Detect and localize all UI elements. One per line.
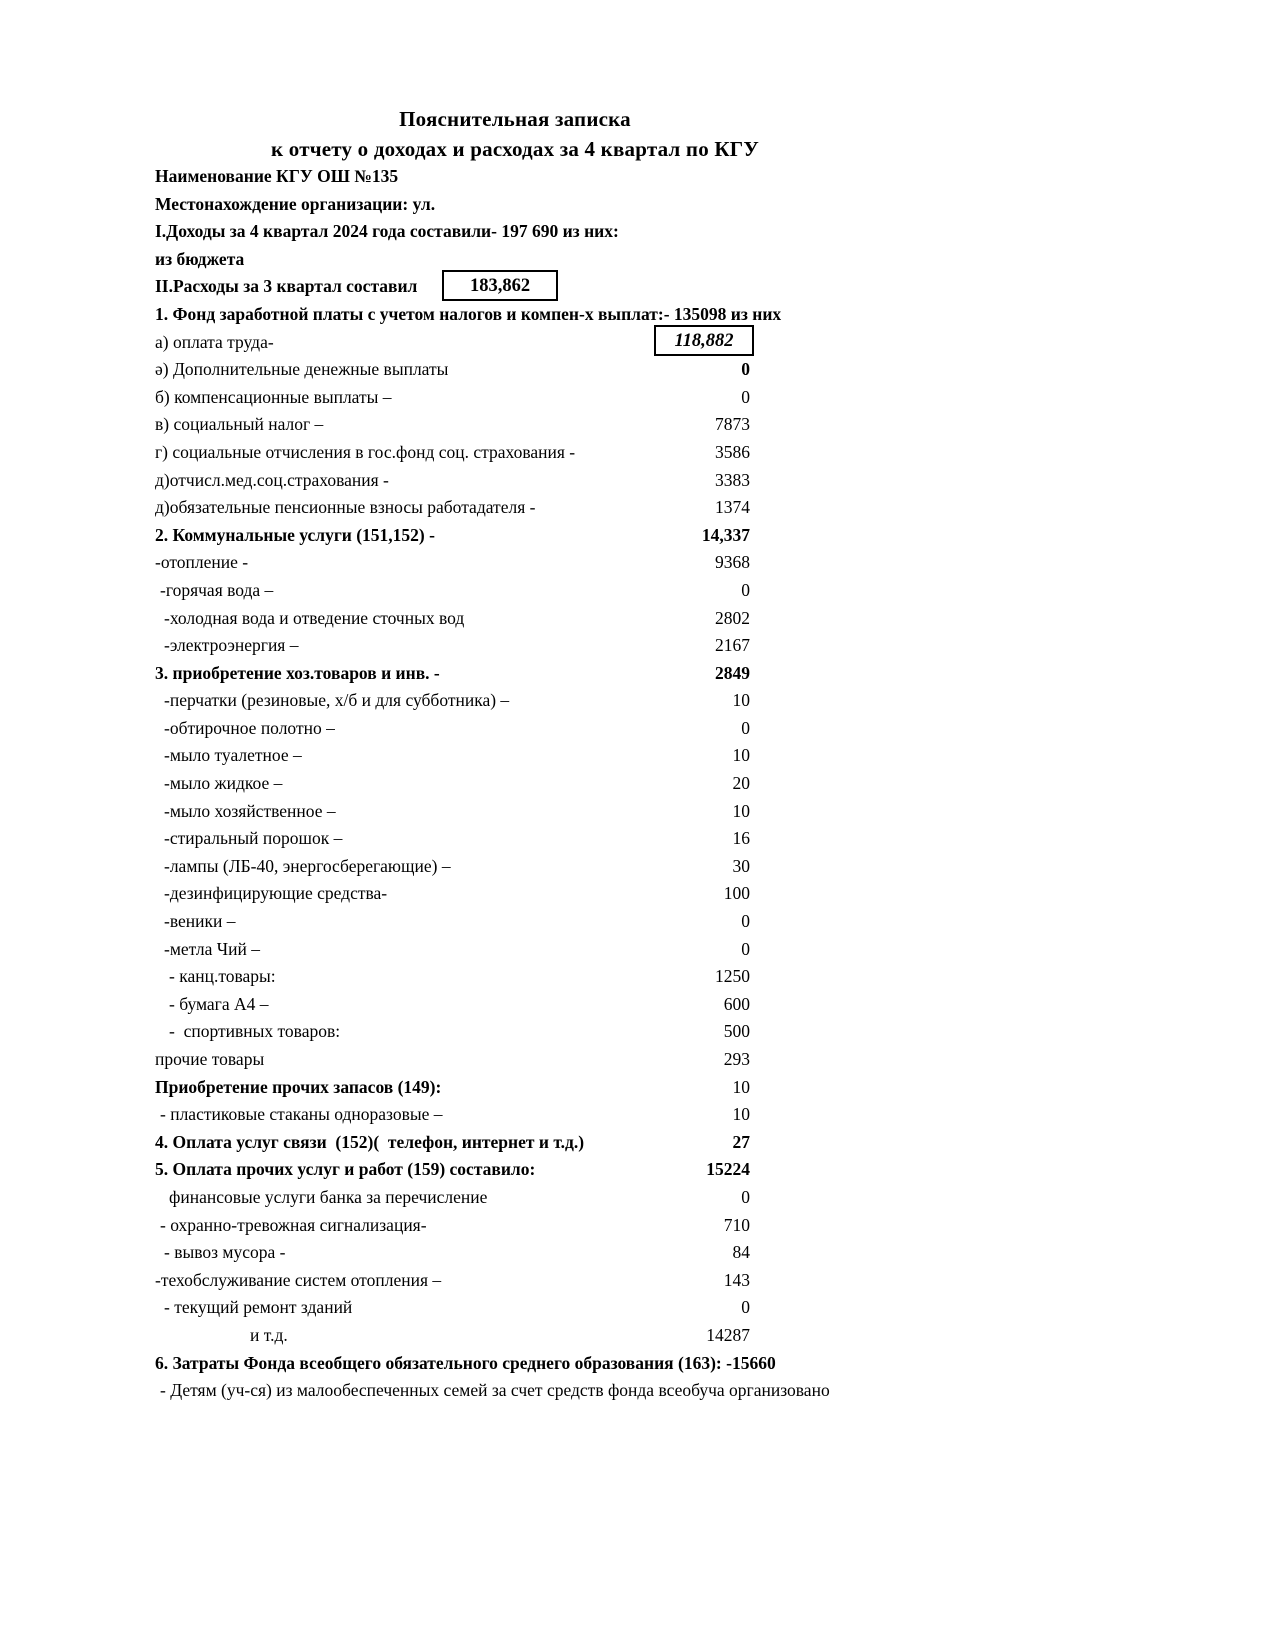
report-row bbox=[155, 798, 1035, 826]
report-row-value: 1250 bbox=[715, 966, 750, 987]
report-row-value: 0 bbox=[741, 938, 750, 959]
report-row bbox=[155, 356, 1035, 384]
report-row bbox=[155, 218, 1035, 246]
report-row bbox=[155, 411, 1035, 439]
report-row-label: б) компенсационные выплаты – bbox=[155, 386, 392, 407]
report-row-value: 1374 bbox=[715, 497, 750, 518]
report-row-value: 30 bbox=[732, 855, 750, 876]
report-row-value: 10 bbox=[732, 690, 750, 711]
report-row-value: 84 bbox=[732, 1242, 750, 1263]
report-row bbox=[155, 660, 1035, 688]
report-row-value: 14,337 bbox=[701, 524, 750, 545]
report-row-label: а) оплата труда- bbox=[155, 331, 274, 352]
page-title: Пояснительная записка bbox=[399, 107, 631, 131]
report-row-label: -мыло хозяйственное – bbox=[164, 800, 336, 821]
report-row bbox=[155, 273, 1035, 301]
report-row-value: 10 bbox=[732, 1076, 750, 1097]
report-row-label: -перчатки (резиновые, х/б и для субботника) – bbox=[164, 690, 510, 711]
report-row bbox=[155, 825, 1035, 853]
report-row-value: 2802 bbox=[715, 607, 750, 628]
report-row-value: 500 bbox=[723, 1021, 750, 1042]
report-row-label: 6. Затраты Фонда всеобщего обязательного среднего образования (163): -15660 bbox=[155, 1352, 776, 1373]
report-row-value: 0 bbox=[741, 579, 750, 600]
report-row bbox=[155, 522, 1035, 550]
report-row-value: 0 bbox=[741, 359, 750, 380]
report-row-value: 0 bbox=[741, 1186, 750, 1207]
report-row-label: - спортивных товаров: bbox=[169, 1021, 341, 1042]
report-row-label: -холодная вода и отведение сточных вод bbox=[164, 607, 465, 628]
report-row bbox=[155, 1212, 1035, 1240]
report-row bbox=[155, 908, 1035, 936]
report-row bbox=[155, 163, 1035, 191]
report-row-label: г) социальные отчисления в гос.фонд соц. страхования - bbox=[155, 441, 576, 462]
report-row-label: -обтирочное полотно – bbox=[164, 717, 335, 738]
report-row-value: 293 bbox=[723, 1049, 750, 1069]
report-row bbox=[155, 384, 1035, 412]
report-row bbox=[155, 577, 1035, 605]
report-row bbox=[155, 329, 1035, 357]
report-row bbox=[155, 605, 1035, 633]
report-row-value: 10 bbox=[732, 745, 750, 766]
report-row bbox=[155, 1294, 1035, 1322]
report-row-label: -техобслуживание систем отопления – bbox=[155, 1269, 442, 1290]
report-row-value: 710 bbox=[723, 1214, 750, 1235]
report-row-label: Наименование КГУ ОШ №135 bbox=[155, 166, 399, 186]
report-row-value: 600 bbox=[723, 993, 750, 1014]
report-row-label: из бюджета bbox=[155, 248, 245, 269]
report-row-label: ә) Дополнительные денежные выплаты bbox=[155, 359, 449, 380]
report-row bbox=[155, 1018, 1035, 1046]
report-row-label: -электроэнергия – bbox=[164, 635, 299, 656]
report-row-label: - канц.товары: bbox=[169, 966, 276, 987]
report-row-label: - охранно-тревожная сигнализация- bbox=[160, 1214, 427, 1235]
report-row-label: - бумага А4 – bbox=[169, 993, 269, 1014]
report-row-label: - вывоз мусора - bbox=[164, 1242, 286, 1263]
report-row-value: 27 bbox=[732, 1131, 750, 1152]
report-row-label: 4. Оплата услуг связи (152)( телефон, интернет и т.д.) bbox=[155, 1131, 585, 1152]
report-row-value: 2167 bbox=[715, 635, 750, 656]
report-row bbox=[155, 191, 1035, 219]
report-row-value: 0 bbox=[741, 717, 750, 738]
report-row bbox=[155, 1184, 1035, 1212]
report-row-value: 2849 bbox=[715, 662, 750, 683]
report-row-label: I.Доходы за 4 квартал 2024 года составили- 197 690 из них: bbox=[155, 221, 619, 242]
report-row bbox=[155, 467, 1035, 495]
report-row-label: -мыло жидкое – bbox=[164, 773, 283, 794]
report-row-label: в) социальный налог – bbox=[155, 414, 324, 435]
report-row bbox=[155, 880, 1035, 908]
report-row bbox=[155, 991, 1035, 1019]
report-row bbox=[155, 1156, 1035, 1184]
report-row bbox=[155, 301, 1035, 329]
report-row-label: Приобретение прочих запасов (149): bbox=[155, 1076, 442, 1097]
report-row bbox=[155, 1046, 1035, 1074]
report-row-value: 9368 bbox=[715, 552, 750, 573]
report-row bbox=[155, 246, 1035, 274]
report-row bbox=[155, 770, 1035, 798]
report-row-label: д)отчисл.мед.соц.страхования - bbox=[155, 469, 389, 490]
report-row bbox=[155, 549, 1035, 577]
report-row-label: прочие товары bbox=[155, 1049, 265, 1069]
report-row bbox=[155, 687, 1035, 715]
report-row bbox=[155, 742, 1035, 770]
report-row-value: 14287 bbox=[706, 1324, 750, 1345]
report-row bbox=[155, 1267, 1035, 1295]
report-line-list bbox=[155, 163, 1035, 1405]
report-row bbox=[155, 1350, 1035, 1378]
report-row-label: финансовые услуги банка за перечисление bbox=[169, 1186, 488, 1207]
report-row-label: -горячая вода – bbox=[160, 579, 274, 600]
report-row-value: 20 bbox=[732, 773, 750, 794]
report-row bbox=[155, 853, 1035, 881]
report-row-value: 16 bbox=[732, 828, 750, 849]
report-row-label: - пластиковые стаканы одноразовые – bbox=[160, 1104, 443, 1125]
boxed-value-expenses-total: 183,862 bbox=[442, 270, 558, 301]
report-row bbox=[155, 1101, 1035, 1129]
report-row-label: 2. Коммунальные услуги (151,152) - bbox=[155, 524, 435, 545]
report-row-value: 100 bbox=[723, 883, 750, 904]
report-row-label: - текущий ремонт зданий bbox=[164, 1297, 353, 1318]
report-row-value: 7873 bbox=[715, 414, 750, 435]
report-row-label: 1. Фонд заработной платы с учетом налогов и компен-х выплат:- 135098 из них bbox=[155, 303, 782, 324]
report-row-label: - Детям (уч-ся) из малообеспеченных семей за счет средств фонда всеобуча организовано bbox=[160, 1380, 830, 1401]
report-row-value: 0 bbox=[741, 911, 750, 932]
report-row-label: -мыло туалетное – bbox=[164, 745, 302, 766]
report-row-value: 10 bbox=[732, 1104, 750, 1125]
report-row bbox=[155, 1377, 1035, 1405]
report-row-value: 0 bbox=[741, 386, 750, 407]
report-row bbox=[155, 1129, 1035, 1157]
report-row-label: -лампы (ЛБ-40, энергосберегающие) – bbox=[164, 855, 451, 876]
report-row bbox=[155, 936, 1035, 964]
report-row bbox=[155, 963, 1035, 991]
report-row-value: 0 bbox=[741, 1297, 750, 1318]
report-row bbox=[155, 439, 1035, 467]
report-row bbox=[155, 1322, 1035, 1350]
boxed-value-salary-payment: 118,882 bbox=[654, 325, 754, 356]
report-row-label: 3. приобретение хоз.товаров и инв. - bbox=[155, 662, 440, 683]
report-row bbox=[155, 1239, 1035, 1267]
report-row-label: -метла Чий – bbox=[164, 938, 260, 959]
report-row-label: Местонахождение организации: ул. bbox=[155, 193, 436, 214]
report-row-label: и т.д. bbox=[250, 1324, 288, 1345]
page-subtitle: к отчету о доходах и расходах за 4 квартал по КГУ bbox=[271, 137, 759, 161]
report-row bbox=[155, 1074, 1035, 1102]
report-row-label: -дезинфицирующие средства- bbox=[164, 883, 388, 904]
report-row-label: д)обязательные пенсионные взносы работадателя - bbox=[155, 497, 536, 518]
report-row-value: 15224 bbox=[706, 1159, 750, 1180]
report-row-label: -веники – bbox=[164, 911, 236, 932]
report-row-label: -отопление - bbox=[155, 552, 249, 573]
document-title-block bbox=[155, 104, 875, 165]
report-row-label: -стиральный порошок – bbox=[164, 828, 343, 849]
report-row-label: 5. Оплата прочих услуг и работ (159) составило: bbox=[155, 1159, 536, 1180]
report-row-value: 3586 bbox=[715, 441, 750, 462]
report-row-value: 10 bbox=[732, 800, 750, 821]
report-row-value: 3383 bbox=[715, 469, 750, 490]
report-row-value: 143 bbox=[723, 1269, 750, 1290]
report-row bbox=[155, 632, 1035, 660]
report-row bbox=[155, 494, 1035, 522]
report-row bbox=[155, 715, 1035, 743]
report-row-label: II.Расходы за 3 квартал составил bbox=[155, 276, 418, 297]
